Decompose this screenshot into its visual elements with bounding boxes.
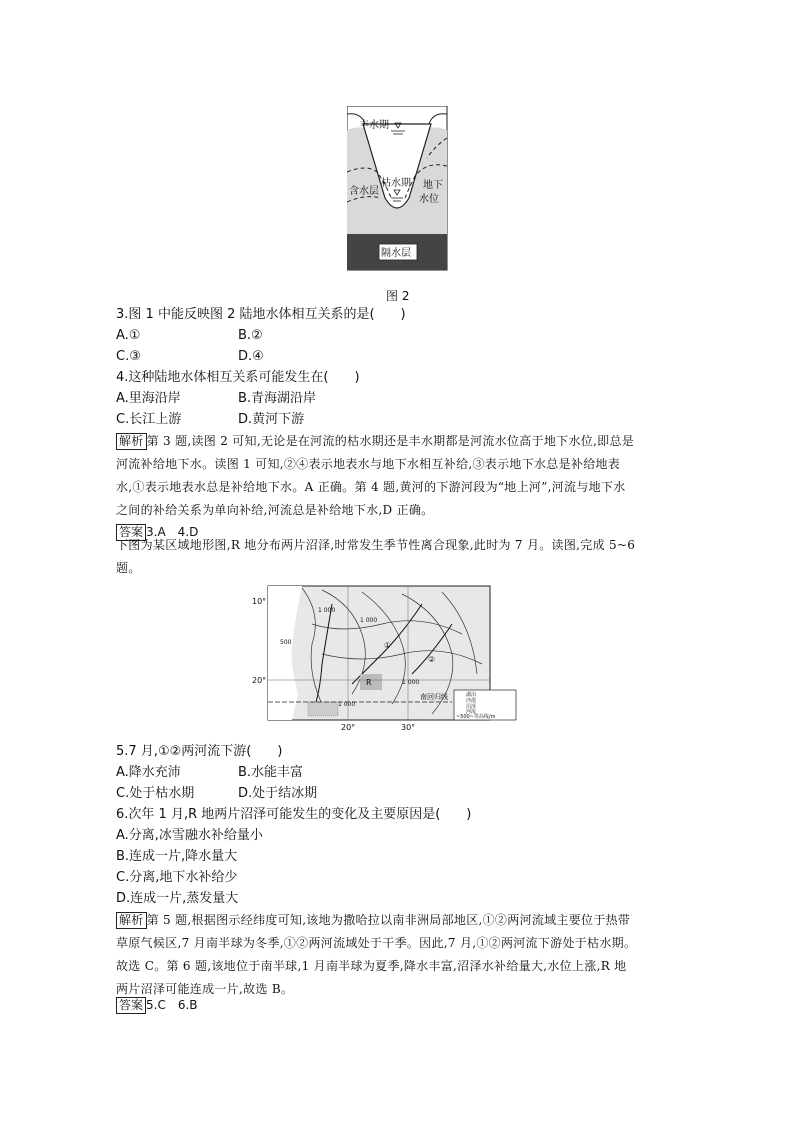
question-4-stem: 4.这种陆地水体相互关系可能发生在( ) bbox=[116, 370, 360, 385]
flood-season-label: 丰水期 bbox=[359, 120, 389, 131]
groundwater-label-2: 水位 bbox=[419, 194, 439, 205]
answer-block-2 bbox=[116, 997, 198, 1014]
legend-contour: ~500~等高线/m bbox=[456, 714, 496, 720]
region-r-label: R bbox=[366, 678, 372, 687]
answer-tag: 答案 bbox=[116, 524, 146, 541]
intro-text bbox=[116, 534, 696, 580]
river-1-label: ① bbox=[384, 641, 392, 650]
analysis-1-line-1: 第 3 题,读图 2 可知,无论是在河流的枯水期还是丰水期都是河流水位高于地下水位,即总是 bbox=[146, 434, 635, 448]
q3-option-b: B.② bbox=[238, 328, 263, 343]
q3-option-a: A.① bbox=[116, 328, 141, 343]
contour-label-2: 1 000 bbox=[360, 617, 378, 624]
analysis-2-line-3: 故选 C。第 6 题,该地位于南半球,1 月南半球为夏季,降水丰富,沼泽水补给量大,水位上涨,R 地 bbox=[116, 959, 627, 973]
q3-option-d: D.④ bbox=[238, 349, 264, 364]
aquiclude-label: 隔水层 bbox=[381, 248, 411, 259]
lon-30-label: 30° bbox=[401, 723, 416, 732]
figure2-diagram bbox=[347, 106, 449, 272]
analysis-1-line-2: 河流补给地下水。读图 1 可知,②④表示地表水与地下水相互补给,③表示地下水总是补给地表 bbox=[116, 457, 621, 471]
answer-tag: 答案 bbox=[116, 997, 146, 1014]
q5-option-a: A.降水充沛 bbox=[116, 765, 181, 780]
q3-option-c: C.③ bbox=[116, 349, 141, 364]
question-6-stem: 6.次年 1 月,R 地两片沼泽可能发生的变化及主要原因是( ) bbox=[116, 807, 472, 822]
analysis-2-line-4: 两片沼泽可能连成一片,故选 B。 bbox=[116, 982, 294, 996]
legend-desert: 沙漠 bbox=[466, 698, 477, 704]
q4-option-a: A.里海沿岸 bbox=[116, 391, 181, 406]
analysis-tag: 解析 bbox=[116, 912, 147, 929]
question-5-stem: 5.7 月,①②两河流下游( ) bbox=[116, 744, 283, 759]
analysis-2-line-1: 第 5 题,根据图示经纬度可知,该地为撒哈拉以南非洲局部地区,①②两河流域主要位于热带 bbox=[146, 913, 631, 927]
river-2-label: ② bbox=[428, 655, 436, 664]
intro-line-1: 下图为某区域地形图,R 地分布两片沼泽,时常发生季节性离合现象,此时为 7 月。读图,完成 5~6 bbox=[116, 538, 636, 552]
q6-option-c: C.分离,地下水补给少 bbox=[116, 870, 238, 885]
contour-label-1: 1 000 bbox=[318, 607, 336, 614]
answer-2-text: 5.C 6.B bbox=[146, 998, 198, 1012]
lon-20-label: 20° bbox=[341, 723, 356, 732]
groundwater-label-1: 地下 bbox=[423, 180, 443, 191]
tropic-label: 南回归线 bbox=[420, 693, 448, 701]
contour-label-4: 1 000 bbox=[338, 701, 356, 708]
q4-option-d: D.黄河下游 bbox=[238, 412, 305, 427]
legend-river: 河流 bbox=[466, 709, 477, 715]
q6-option-d: D.连成一片,蒸发量大 bbox=[116, 891, 239, 906]
question-3-stem: 3.图 1 中能反映图 2 陆地水体相互关系的是( ) bbox=[116, 307, 406, 322]
q4-option-b: B.青海湖沿岸 bbox=[238, 391, 317, 406]
analysis-tag: 解析 bbox=[116, 433, 147, 450]
analysis-block-2 bbox=[116, 909, 696, 1001]
analysis-2-line-2: 草原气候区,7 月南半球为冬季,①②两河流域处于干季。因此,7 月,①②两河流下游处于枯水期。 bbox=[116, 936, 637, 950]
dry-season-label: 枯水期 bbox=[381, 178, 411, 189]
legend-lake: 湖泊 bbox=[466, 692, 477, 698]
q5-option-d: D.处于结冰期 bbox=[238, 786, 318, 801]
q6-option-a: A.分离,冰雪融水补给量小 bbox=[116, 828, 263, 843]
analysis-block-1 bbox=[116, 430, 696, 522]
aquifer-label: 含水层 bbox=[349, 186, 379, 197]
q4-option-c: C.长江上游 bbox=[116, 412, 182, 427]
contour-label-3: 1 000 bbox=[402, 679, 420, 686]
region-topographic-map bbox=[252, 584, 518, 734]
q6-option-b: B.连成一片,降水量大 bbox=[116, 849, 238, 864]
figure2-caption: 图 2 bbox=[386, 289, 410, 303]
q5-option-c: C.处于枯水期 bbox=[116, 786, 195, 801]
lat-20-label: 20° bbox=[252, 676, 267, 685]
legend-swamp: 沼泽 bbox=[466, 704, 477, 710]
analysis-1-line-4: 之间的补给关系为单向补给,河流总是补给地下水,D 正确。 bbox=[116, 503, 434, 517]
q5-option-b: B.水能丰富 bbox=[238, 765, 304, 780]
intro-line-2: 题。 bbox=[116, 561, 141, 575]
analysis-1-line-3: 水,①表示地表水总是补给地下水。A 正确。第 4 题,黄河的下游河段为“地上河”,河流与地下水 bbox=[116, 480, 626, 494]
answer-1-text: 3.A 4.D bbox=[146, 525, 199, 539]
lat-10-label: 10° bbox=[252, 597, 267, 606]
contour-label-500: 500 bbox=[280, 639, 292, 646]
